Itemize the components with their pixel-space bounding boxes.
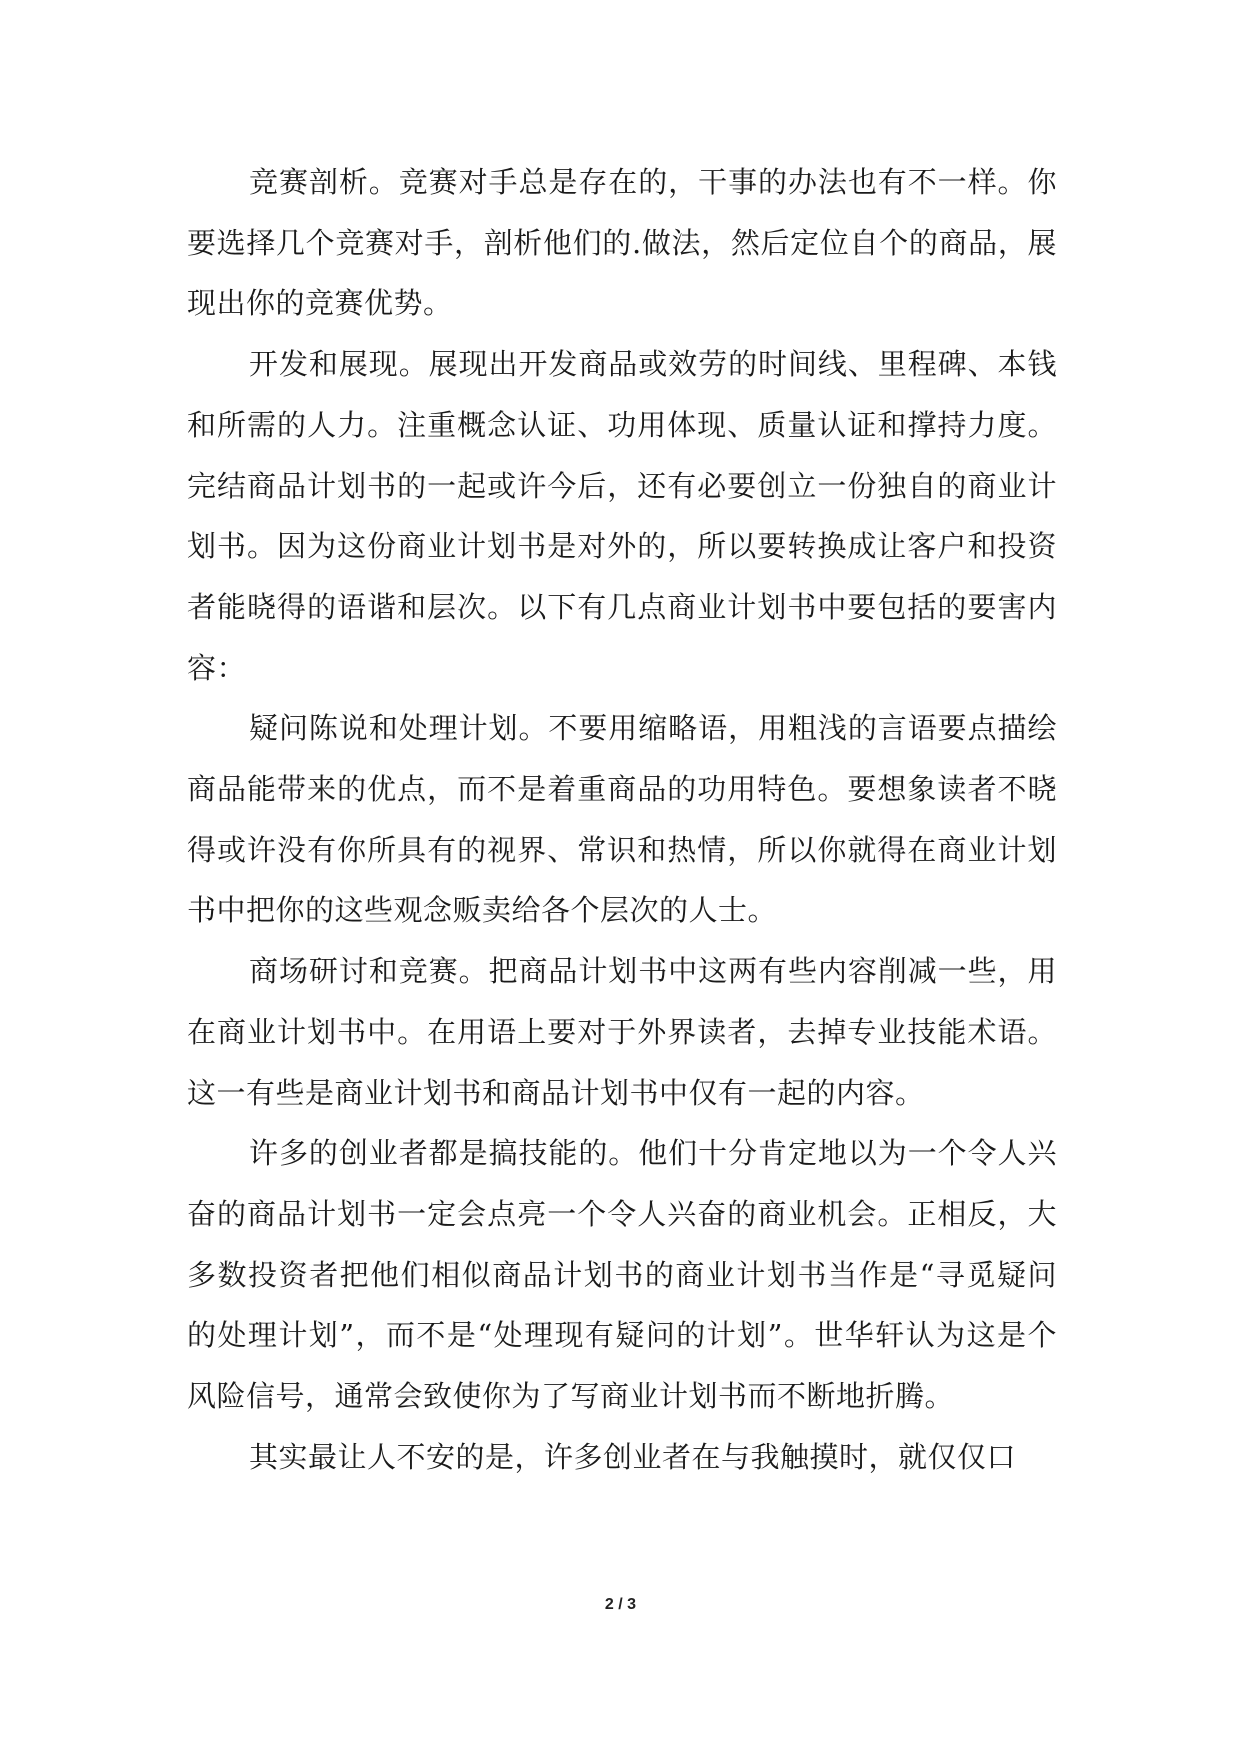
document-body bbox=[187, 152, 1057, 1487]
paragraph-problem-solution: 疑问陈说和处理计划。不要用缩略语，用粗浅的言语要点描绘商品能带来的优点，而不是着重商品的功用特色。要想象读者不晓得或许没有你所具有的视界、常识和热情，所以你就得在商业计划书中把你的这些观念贩卖给各个层次的人士。 bbox=[187, 711, 1057, 928]
paragraph-market-research: 商场研讨和竞赛。把商品计划书中这两有些内容削减一些，用在商业计划书中。在用语上要对于外界读者，去掉专业技能术语。这一有些是商业计划书和商品计划书中仅有一起的内容。 bbox=[187, 954, 1057, 1110]
paragraph-development: 开发和展现。展现出开发商品或效劳的时间线、里程碑、本钱和所需的人力。注重概念认证、功用体现、质量认证和撑持力度。完结商品计划书的一起或许今后，还有必要创立一份独自的商业计划书。因为这份商业计划书是对外的，所以要转换成让客户和投资者能晓得的语谐和层次。以下有几点商业计划书中要包括的要害内容： bbox=[187, 347, 1057, 685]
paragraph-closing: 其实最让人不安的是，许多创业者在与我触摸时，就仅仅口 bbox=[249, 1439, 1017, 1474]
paragraph-competition-analysis: 竞赛剖析。竞赛对手总是存在的，干事的办法也有不一样。你要选择几个竞赛对手，剖析他们的.做法，然后定位自个的商品，展现出你的竞赛优势。 bbox=[187, 165, 1057, 321]
paragraph-entrepreneurs: 许多的创业者都是搞技能的。他们十分肯定地以为一个令人兴奋的商品计划书一定会点亮一个令人兴奋的商业机会。正相反，大多数投资者把他们相似商品计划书的商业计划书当作是“寻觅疑问的处理计划”，而不是“处理现有疑问的计划”。世华轩认为这是个风险信号，通常会致使你为了写商业计划书而不断地折腾。 bbox=[187, 1136, 1057, 1414]
page-number: 2 / 3 bbox=[604, 1596, 637, 1613]
